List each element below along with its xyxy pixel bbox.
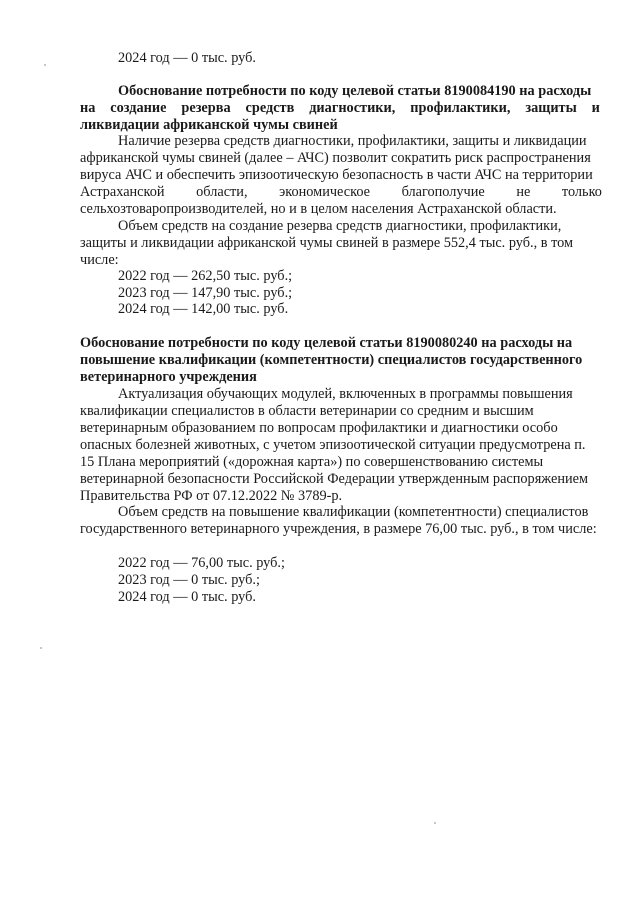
word: средств — [245, 100, 295, 116]
section2-para2-line: государственного ветеринарного учреждения, в размере 76,00 тыс. руб., в том числе: — [80, 521, 597, 537]
section1-para1-line: вируса АЧС и обеспечить эпизоотическую безопасность в части АЧС на территории — [80, 167, 593, 183]
section1-para1-line — [80, 183, 602, 201]
section1-year-line: 2024 год — 142,00 тыс. руб. — [118, 301, 289, 317]
section2-year-line: 2024 год — 0 тыс. руб. — [118, 589, 256, 605]
section2-year-line: 2023 год — 0 тыс. руб.; — [118, 572, 260, 588]
word: не — [516, 184, 531, 200]
section2-heading-line3: ветеринарного учреждения — [80, 369, 257, 385]
section1-para2-line: защиты и ликвидации африканской чумы свиней в размере 552,4 тыс. руб., в том — [80, 235, 574, 251]
section1-para1-line: Наличие резерва средств диагностики, профилактики, защиты и ликвидации — [118, 133, 587, 149]
word: диагностики, — [309, 100, 396, 116]
word: только — [561, 184, 602, 200]
word: экономическое — [279, 184, 370, 200]
word: области, — [196, 184, 248, 200]
section1-heading-line3: ликвидации африканской чумы свиней — [80, 117, 338, 133]
section2-heading-line1: Обоснование потребности по коду целевой статьи 8190080240 на расходы на — [80, 335, 573, 351]
section2-para2-line: Объем средств на повышение квалификации (компетентности) специалистов — [118, 504, 589, 520]
scan-speck — [434, 822, 436, 824]
word: и — [591, 100, 600, 116]
section2-para1-line: ветеринарным образованием по вопросам профилактики и диагностики особо — [80, 420, 558, 436]
section1-year-line: 2023 год — 147,90 тыс. руб.; — [118, 285, 293, 301]
section2-para1-line: опасных болезней животных, с учетом эпизоотической ситуации предусмотрена п. — [80, 437, 586, 453]
section2-para1-line: квалификации специалистов в области ветеринарии со средним и высшим — [80, 403, 534, 419]
section1-para2-line: Объем средств на создание резерва средств диагностики, профилактики, — [118, 218, 562, 234]
section1-heading-line1: Обоснование потребности по коду целевой статьи 8190084190 на расходы — [118, 83, 592, 99]
word: на — [80, 100, 96, 116]
section2-para1-line: Актуализация обучающих модулей, включенных в программы повышения — [118, 386, 573, 402]
word: резерва — [181, 100, 231, 116]
word: создание — [110, 100, 167, 116]
word: защиты — [525, 100, 577, 116]
section2-heading-line2: повышение квалификации (компетентности) специалистов государственного — [80, 352, 583, 368]
section1-para1-line: африканской чумы свиней (далее – АЧС) позволит сократить риск распространения — [80, 150, 591, 166]
word: благополучие — [401, 184, 485, 200]
scan-speck — [44, 64, 46, 66]
section1-para1-line: сельхозтоваропроизводителей, но и в целом населения Астраханской области. — [80, 201, 557, 217]
section2-year-line: 2022 год — 76,00 тыс. руб.; — [118, 555, 285, 571]
scan-speck — [40, 647, 42, 649]
year-line: 2024 год — 0 тыс. руб. — [118, 50, 256, 66]
section2-para1-line: ветеринарной безопасности Российской Федерации утвержденным распоряжением — [80, 471, 589, 487]
section1-heading-line2 — [80, 99, 600, 117]
word: Астраханской — [80, 184, 165, 200]
section1-para2-line: числе: — [80, 252, 119, 268]
section2-para1-line: Правительства РФ от 07.12.2022 № 3789-р. — [80, 488, 343, 504]
section2-para1-line: 15 Плана мероприятий («дорожная карта») по совершенствованию системы — [80, 454, 544, 470]
section1-year-line: 2022 год — 262,50 тыс. руб.; — [118, 268, 293, 284]
word: профилактики, — [410, 100, 511, 116]
